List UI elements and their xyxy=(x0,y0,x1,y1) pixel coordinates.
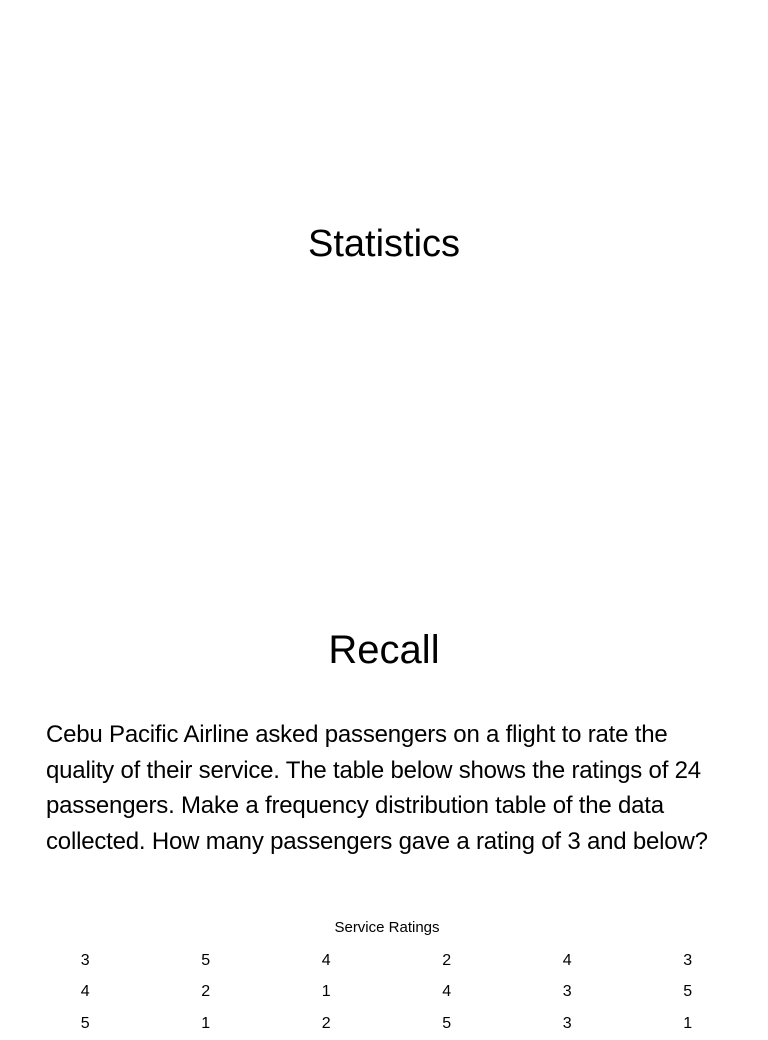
table-cell: 5 xyxy=(201,951,211,969)
table-cell: 4 xyxy=(442,983,452,1001)
table-cell: 3 xyxy=(562,1014,572,1032)
table-cell: 3 xyxy=(562,983,572,1001)
section-heading: Recall xyxy=(328,628,440,672)
table-row xyxy=(25,945,748,977)
table-caption: Service Ratings xyxy=(334,919,440,936)
table-cell: 2 xyxy=(201,983,211,1001)
table-cell: 1 xyxy=(201,1014,211,1032)
table-cell: 4 xyxy=(321,951,331,969)
table-cell: 5 xyxy=(442,1014,452,1032)
table-cell: 1 xyxy=(683,1014,693,1032)
table-cell: 2 xyxy=(442,951,452,969)
ratings-table xyxy=(25,945,748,1040)
table-cell: 5 xyxy=(80,1014,90,1032)
slide-title: Statistics xyxy=(307,223,461,265)
table-cell: 1 xyxy=(321,983,331,1001)
table-cell: 3 xyxy=(683,951,693,969)
table-cell: 4 xyxy=(80,983,90,1001)
table-cell: 3 xyxy=(80,951,90,969)
table-cell: 5 xyxy=(683,983,693,1001)
table-cell: 2 xyxy=(321,1014,331,1032)
problem-text: Cebu Pacific Airline asked passengers on a flight to rate the quality of their service. The table below shows the ratings of 24 passengers. Make a frequency distribution table of the data collected. How many passengers gave a rating of 3 and below? xyxy=(46,721,708,855)
table-row xyxy=(25,977,748,1009)
table-cell: 4 xyxy=(562,951,572,969)
